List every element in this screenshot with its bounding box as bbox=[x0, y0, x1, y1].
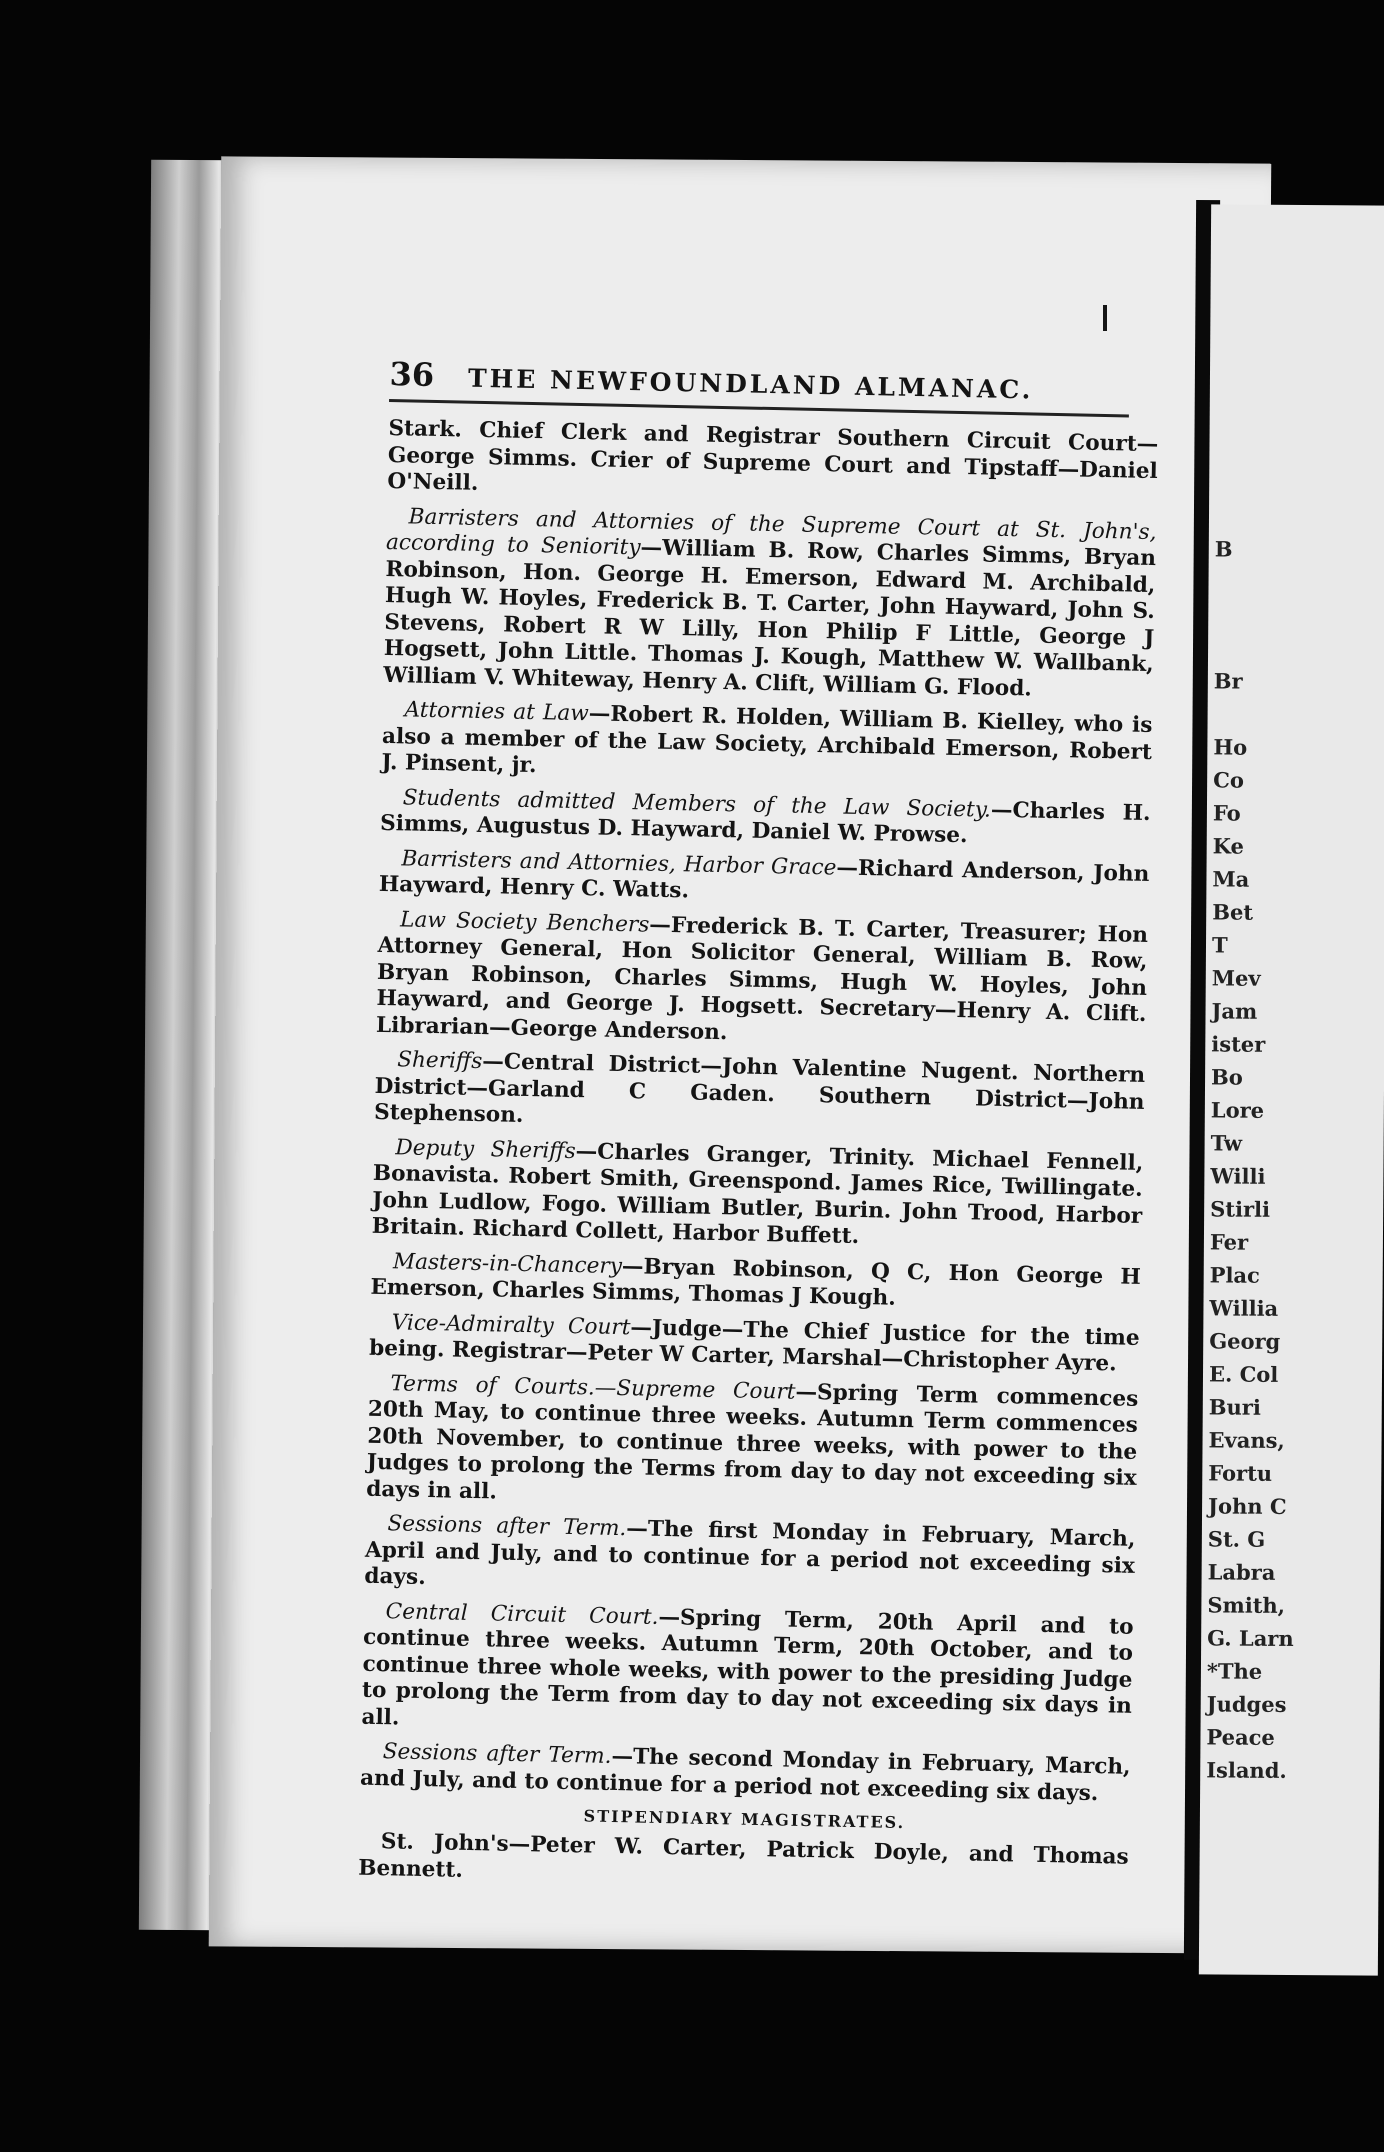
paragraph bbox=[371, 1134, 1143, 1256]
paragraph bbox=[374, 1047, 1145, 1143]
right-page-fragment: Bet bbox=[1212, 899, 1254, 925]
paragraph bbox=[376, 906, 1149, 1055]
paragraph-text: —Frederick B. T. Carter, Treasurer; Hon Attorney General, Hon Solicitor General, William B. Row, Bryan Robinson, Charles Simms, Hugh W. Hoyles, John Hayward, and George J. Hogsett. Secretary—Henry A. Clift. Librarian—George Anderson. bbox=[375, 912, 1149, 1045]
right-page-fragment: Labra bbox=[1207, 1559, 1276, 1585]
right-page-fragment: Willia bbox=[1209, 1295, 1279, 1321]
paragraph-text: —Bryan Robinson, Q C, Hon George H Emerson, Charles Simms, Thomas J Kough. bbox=[370, 1253, 1142, 1311]
right-page-fragment: T bbox=[1211, 932, 1228, 958]
right-page-fragment: Fer bbox=[1209, 1229, 1249, 1255]
right-page-fragment bbox=[1214, 697, 1384, 731]
paragraph-text: —Central District—John Valentine Nugent. Northern District—Garland C Gaden. Southern District—John Stephenson. bbox=[373, 1049, 1146, 1128]
right-page-fragment: Willi bbox=[1210, 1163, 1266, 1189]
right-page-fragment bbox=[1215, 466, 1384, 500]
paragraph-italic-heading: Terms of Courts.—Supreme Court bbox=[390, 1370, 796, 1405]
paragraph-text: —Judge—The Chief Justice for the time being. Registrar—Peter W Carter, Marshal—Christopher Ayre. bbox=[368, 1314, 1140, 1377]
paragraph-text: —Charles Granger, Trinity. Michael Fennell, Bonavista. Robert Smith, Greenspond. James Rice, Twillingate. John Ludlow, Fogo. William Butler, Burin. John Trood, Harbor Britain. Richard Collett, Harbor Buffett. bbox=[371, 1138, 1144, 1250]
paragraph bbox=[366, 1370, 1139, 1519]
paragraph-italic-heading: Barristers and Attornies, Harbor Grace bbox=[401, 845, 837, 880]
right-page-fragment bbox=[1214, 598, 1384, 632]
paragraph bbox=[361, 1598, 1134, 1747]
paragraph bbox=[383, 503, 1157, 705]
paragraph-text: —The first Monday in February, March, April and July, and to continue for a period not exceeding six days. bbox=[364, 1516, 1136, 1591]
right-page-fragment bbox=[1214, 631, 1384, 665]
right-page-fragment: Evans, bbox=[1208, 1427, 1285, 1453]
paragraph-text: —Charles H. Simms, Augustus D. Hayward, Daniel W. Prowse. bbox=[379, 797, 1151, 849]
paragraph-text: —Spring Term commences 20th May, to continue three weeks. Autumn Term commences 20th November, to continue three weeks, with power to the Judges to prolong the Terms from day to day not exceeding six days in all. bbox=[365, 1379, 1139, 1504]
right-page-fragment: Mev bbox=[1211, 965, 1261, 991]
right-page-lines bbox=[1200, 204, 1384, 1787]
right-page-fragment: E. Col bbox=[1208, 1361, 1279, 1387]
right-page-fragment: Lore bbox=[1210, 1097, 1265, 1123]
right-page-fragment: *The bbox=[1206, 1658, 1263, 1684]
paragraph-italic-heading: Masters-in-Chancery bbox=[392, 1248, 623, 1279]
paragraph-italic-heading: Sessions after Term. bbox=[382, 1739, 612, 1769]
ink-mark bbox=[1103, 305, 1107, 331]
right-page-fragment bbox=[1215, 433, 1384, 467]
right-page-fragment: Tw bbox=[1210, 1130, 1243, 1156]
right-page-fragment: Ho bbox=[1213, 734, 1248, 760]
right-page-fragment: Ke bbox=[1212, 833, 1244, 859]
paragraph-italic-heading: Sheriffs bbox=[396, 1047, 483, 1075]
right-page-fragment: B bbox=[1214, 536, 1233, 562]
paragraph-italic-heading: Law Society Benchers bbox=[399, 906, 650, 938]
right-page-fragment: Br bbox=[1213, 668, 1243, 694]
paragraph-italic-heading: Students admitted Members of the Law Society. bbox=[402, 784, 992, 823]
last-paragraph bbox=[358, 1829, 1129, 1898]
right-page-fragment: Judges bbox=[1206, 1691, 1287, 1717]
paragraph-italic-heading: Vice-Admiralty Court bbox=[391, 1309, 631, 1340]
paragraph-italic-heading: Attornies at Law bbox=[404, 697, 590, 727]
paragraph bbox=[369, 1309, 1140, 1378]
paragraph-text: —Spring Term, 20th April and to continue three weeks. Autumn Term, 20th October, and to continue three whole weeks, with power to the presiding Judge to prolong the Term from day to day not exceeding six days in all. bbox=[361, 1604, 1134, 1730]
paragraph-text: —Robert R. Holden, William B. Kielley, who is also a member of the Law Society, Archibald Emerson, Robert J. Pinsent, jr. bbox=[381, 701, 1153, 779]
paragraph-text: —William B. Row, Charles Simms, Bryan Robinson, Hon. George H. Emerson, Edward M. Archibald, Hugh W. Hoyles, Frederick B. T. Carter, John Hayward, John S. Stevens, Robert R W Lilly, Hon Philip F Little, George J Hogsett, John Little. Thomas J. Kough, Matthew W. Wallbank, William V. Whiteway, Henry A. Clift, William G. Flood. bbox=[383, 535, 1157, 702]
paragraph bbox=[360, 1739, 1131, 1808]
right-page-fragment: Fortu bbox=[1208, 1460, 1273, 1486]
right-page-fragment: John C bbox=[1208, 1493, 1287, 1519]
right-page-fragment: St. G bbox=[1207, 1526, 1266, 1552]
running-head: THE NEWFOUNDLAND ALMANAC. bbox=[467, 363, 1034, 405]
right-page-fragment: Peace bbox=[1206, 1724, 1275, 1750]
paragraph-italic-heading: Barristers and Attornies of the Supreme Court at St. John's, according to Seniority bbox=[385, 503, 1157, 561]
paragraph bbox=[380, 784, 1151, 853]
right-page-fragment: Plac bbox=[1209, 1262, 1260, 1288]
paragraph bbox=[381, 697, 1152, 793]
paragraph bbox=[364, 1511, 1135, 1607]
right-page-fragment: Bo bbox=[1211, 1064, 1243, 1090]
paragraph bbox=[387, 416, 1158, 512]
paragraph-list bbox=[360, 416, 1159, 1808]
right-page-fragment: Ma bbox=[1212, 866, 1250, 892]
right-page-fragment: Stirli bbox=[1210, 1196, 1271, 1222]
section-title: STIPENDIARY MAGISTRATES. bbox=[583, 1806, 906, 1833]
paragraph bbox=[379, 845, 1150, 914]
right-page-fragment: Jam bbox=[1211, 998, 1258, 1024]
right-page-fragment bbox=[1216, 367, 1384, 401]
page-number: 36 bbox=[389, 355, 435, 394]
right-page-fragment bbox=[1216, 334, 1384, 368]
right-page bbox=[1199, 204, 1384, 1975]
paragraph-text: Stark. Chief Clerk and Registrar Southern Circuit Court—George Simms. Crier of Supreme Court and Tipstaff—Daniel O'Neill. bbox=[387, 415, 1159, 496]
right-page-fragment: Buri bbox=[1208, 1394, 1261, 1420]
right-page-fragment: G. Larn bbox=[1207, 1625, 1294, 1652]
paragraph-italic-heading: Sessions after Term. bbox=[387, 1511, 627, 1542]
paragraph-italic-heading: Deputy Sheriffs bbox=[395, 1134, 576, 1164]
paragraph-text: —Richard Anderson, John Hayward, Henry C. Watts. bbox=[378, 854, 1150, 904]
paragraph bbox=[370, 1248, 1141, 1317]
right-page-fragment bbox=[1214, 565, 1384, 599]
right-page-fragment: Fo bbox=[1212, 800, 1241, 826]
right-page-fragment: Island. bbox=[1206, 1757, 1287, 1783]
paragraph-italic-heading: Central Circuit Court. bbox=[385, 1598, 659, 1630]
paragraph-text: —The second Monday in February, March, and July, and to continue for a period not exceeding six days. bbox=[359, 1743, 1131, 1806]
page-text bbox=[358, 355, 1160, 1906]
right-page-fragment: Georg bbox=[1209, 1328, 1281, 1354]
right-page-fragment: ister bbox=[1211, 1031, 1266, 1057]
right-page-fragment: Co bbox=[1213, 767, 1244, 793]
right-page-fragment: Smith, bbox=[1207, 1592, 1286, 1618]
right-page-fragment bbox=[1216, 400, 1384, 434]
right-page-fragment bbox=[1215, 499, 1384, 533]
last-paragraph-text: St. John's—Peter W. Carter, Patrick Doyle, and Thomas Bennett. bbox=[358, 1829, 1129, 1883]
